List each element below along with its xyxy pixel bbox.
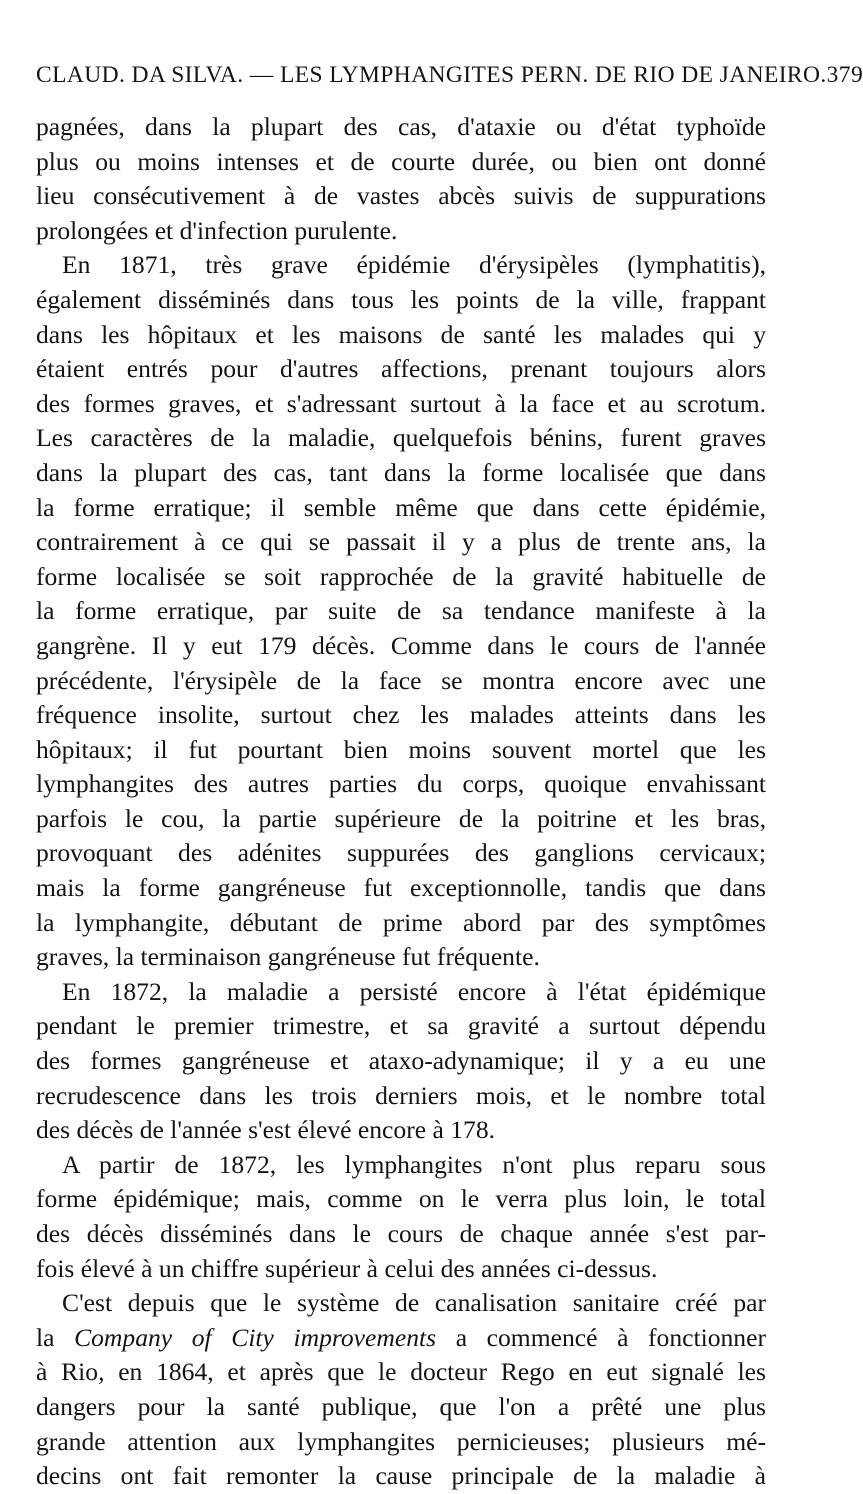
text-line: des formes gangréneuse et ataxo-adynamique; il y a eu une	[36, 1046, 766, 1076]
text-line: à Rio, en 1864, et après que le docteur Rego en eut signalé les	[36, 1357, 766, 1387]
text-line: la forme erratique; il semble même que dans cette épidémie,	[36, 492, 766, 522]
text-line: forme épidémique; mais, comme on le verra plus loin, le total	[36, 1184, 766, 1214]
paragraph	[36, 1148, 766, 1286]
text-line: lymphangites des autres parties du corps, quoique envahissant	[36, 769, 766, 799]
text-line: dans les hôpitaux et les maisons de santé les malades qui y	[36, 319, 766, 349]
paragraph	[36, 110, 766, 248]
paragraph	[36, 248, 766, 974]
running-header	[36, 62, 863, 102]
text-line: également disséminés dans tous les points de la ville, frappant	[36, 284, 766, 314]
text-line: la lymphangite, débutant de prime abord par des symptômes	[36, 907, 766, 937]
text-line: fréquence insolite, surtout chez les malades atteints dans les	[36, 700, 766, 730]
page-number: 379	[826, 62, 863, 88]
text-line: des décès disséminés dans le cours de chaque année s'est par-	[36, 1219, 766, 1248]
text-segment: a commencé à fonctionner	[436, 1322, 766, 1352]
text-line: des décès de l'année s'est élevé encore à 178.	[36, 1115, 496, 1145]
text-line: contrairement à ce qui se passait il y a plus de trente ans, la	[36, 527, 766, 557]
text-line: En 1871, très grave épidémie d'érysipèles (lymphatitis),	[62, 250, 766, 280]
paragraph	[36, 1286, 766, 1494]
text-line: précédente, l'érysipèle de la face se montra encore avec une	[36, 665, 766, 695]
text-line: mais la forme gangréneuse fut exceptionnolle, tandis que dans	[36, 873, 766, 903]
text-line: pendant le premier trimestre, et sa gravité a surtout dépendu	[36, 1011, 766, 1041]
text-line: étaient entrés pour d'autres affections, prenant toujours alors	[36, 354, 766, 384]
text-line: lieu consécutivement à de vastes abcès suivis de suppurations	[36, 181, 766, 211]
text-line: graves, la terminaison gangréneuse fut fréquente.	[36, 942, 540, 972]
text-line: pagnées, dans la plupart des cas, d'ataxie ou d'état typhoïde	[36, 112, 766, 141]
text-line: C'est depuis que le système de canalisation sanitaire créé par	[62, 1288, 766, 1318]
text-line: des formes graves, et s'adressant surtout à la face et au scrotum.	[36, 388, 766, 418]
text-line: dangers pour la santé publique, que l'on a prêté une plus	[36, 1391, 766, 1421]
text-line: recrudescence dans les trois derniers mois, et le nombre total	[36, 1080, 766, 1110]
body-text	[36, 110, 766, 1494]
text-line: la forme erratique, par suite de sa tendance manifeste à la	[36, 596, 766, 626]
paragraph	[36, 975, 766, 1148]
text-line: gangrène. Il y eut 179 décès. Comme dans le cours de l'année	[36, 630, 766, 660]
text-line: forme localisée se soit rapprochée de la gravité habituelle de	[36, 561, 766, 591]
text-line: dans la plupart des cas, tant dans la forme localisée que dans	[36, 457, 766, 487]
text-line: Les caractères de la maladie, quelquefois bénins, furent graves	[36, 423, 766, 453]
text-line: fois élevé à un chiffre supérieur à celui des années ci-dessus.	[36, 1253, 658, 1283]
text-line: En 1872, la maladie a persisté encore à l'état épidémique	[62, 976, 766, 1006]
text-line: hôpitaux; il fut pourtant bien moins souvent mortel que les	[36, 734, 766, 764]
text-line: parfois le cou, la partie supérieure de la poitrine et les bras,	[36, 803, 766, 833]
text-line: provoquant des adénites suppurées des ganglions cervicaux;	[36, 838, 766, 868]
text-line: grande attention aux lymphangites pernicieuses; plusieurs mé-	[36, 1426, 766, 1456]
text-line	[36, 1321, 766, 1356]
text-line: decins ont fait remonter la cause principale de la maladie à	[36, 1461, 766, 1491]
running-title: CLAUD. DA SILVA. — LES LYMPHANGITES PERN. DE RIO DE JANEIRO.	[36, 62, 827, 88]
text-line: prolongées et d'infection purulente.	[36, 215, 398, 245]
text-line: A partir de 1872, les lymphangites n'ont plus reparu sous	[62, 1149, 766, 1179]
text-line: plus ou moins intenses et de courte durée, ou bien ont donné	[36, 146, 766, 176]
text-segment: la	[36, 1322, 75, 1352]
italic-phrase: Company of City improvements	[74, 1322, 437, 1352]
